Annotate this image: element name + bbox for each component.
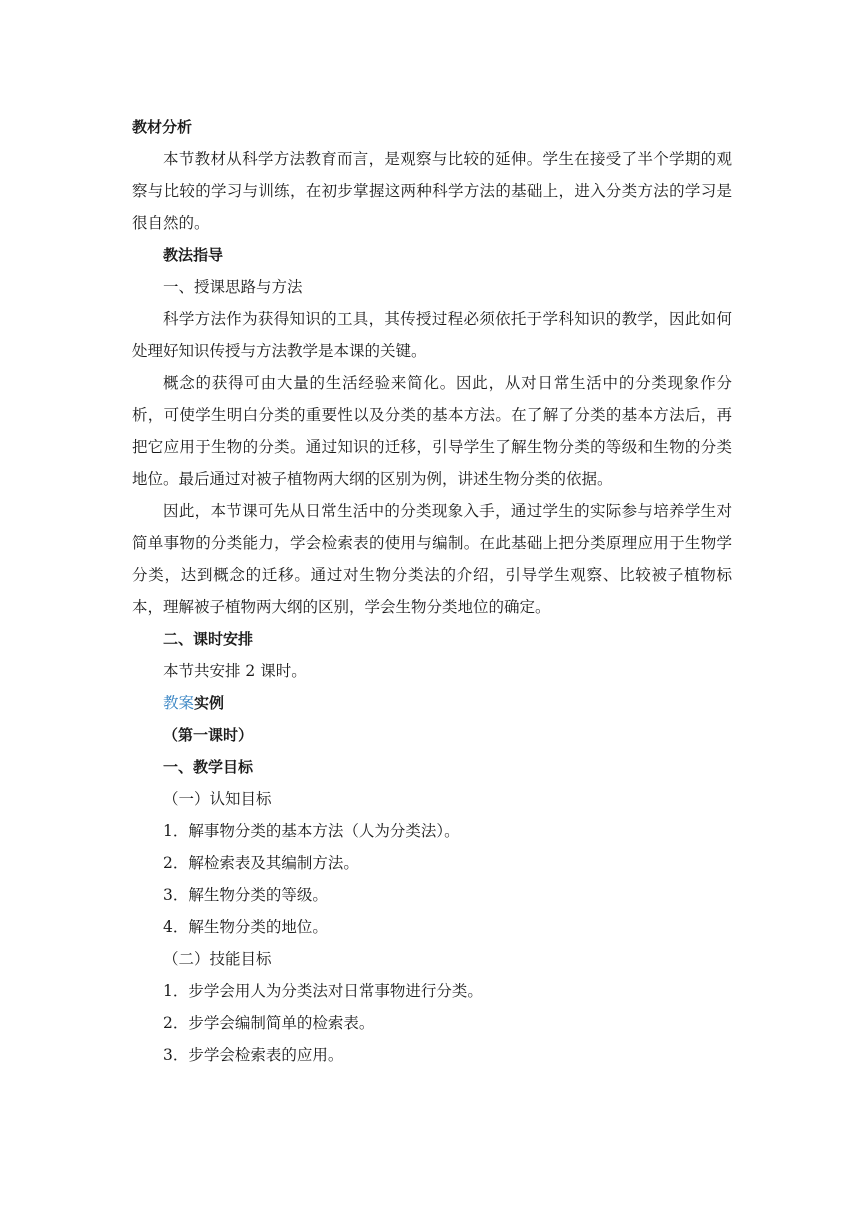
list-item: 1．步学会用人为分类法对日常事物进行分类。 (163, 982, 483, 1000)
heading-lesson-example (132, 687, 732, 719)
paragraph-class-schedule: 本节共安排 2 课时。 (163, 662, 307, 680)
list-item: 4．解生物分类的地位。 (163, 918, 328, 936)
subheading-skill-goals: （二）技能目标 (163, 950, 272, 968)
heading-textbook-analysis: 教材分析 (132, 118, 193, 136)
lesson-plan-link[interactable]: 教案 (163, 694, 195, 712)
subheading-teaching-approach: 一、授课思路与方法 (163, 278, 303, 296)
paragraph-method-3: 因此，本节课可先从日常生活中的分类现象入手，通过学生的实际参与培养学生对简单事物的分类能力，学会检索表的使用与编制。在此基础上把分类原理应用于生物学分类，达到概念的迁移。通过对生物分类法的介绍，引导学生观察、比较被子植物标本，理解被子植物两大纲的区别，学会生物分类地位的确定。 (132, 502, 732, 616)
document-page (132, 111, 732, 1071)
heading-teaching-goals: 一、教学目标 (163, 758, 254, 776)
list-item: 1．解事物分类的基本方法（人为分类法）。 (163, 822, 460, 840)
heading-class-schedule: 二、课时安排 (163, 630, 254, 648)
paragraph-method-2: 概念的获得可由大量的生活经验来简化。因此，从对日常生活中的分类现象作分析，可使学生明白分类的重要性以及分类的基本方法。在了解了分类的基本方法后，再把它应用于生物的分类。通过知识的迁移，引导学生了解生物分类的等级和生物的分类地位。最后通过对被子植物两大纲的区别为例，讲述生物分类的依据。 (132, 374, 732, 488)
heading-teaching-method: 教法指导 (163, 246, 224, 264)
list-item: 2．解检索表及其编制方法。 (163, 854, 359, 872)
list-item: 3．解生物分类的等级。 (163, 886, 328, 904)
subheading-cognitive-goals: （一）认知目标 (163, 790, 272, 808)
list-item: 2．步学会编制简单的检索表。 (163, 1014, 375, 1032)
paragraph-method-1: 科学方法作为获得知识的工具，其传授过程必须依托于学科知识的教学，因此如何处理好知识传授与方法教学是本课的关键。 (132, 310, 732, 360)
paragraph-textbook-analysis: 本节教材从科学方法教育而言，是观察与比较的延伸。学生在接受了半个学期的观察与比较的学习与训练，在初步掌握这两种科学方法的基础上，进入分类方法的学习是很自然的。 (132, 150, 732, 232)
list-item: 3．步学会检索表的应用。 (163, 1046, 344, 1064)
example-label: 实例 (194, 694, 225, 712)
heading-first-lesson: （第一课时） (163, 726, 254, 744)
